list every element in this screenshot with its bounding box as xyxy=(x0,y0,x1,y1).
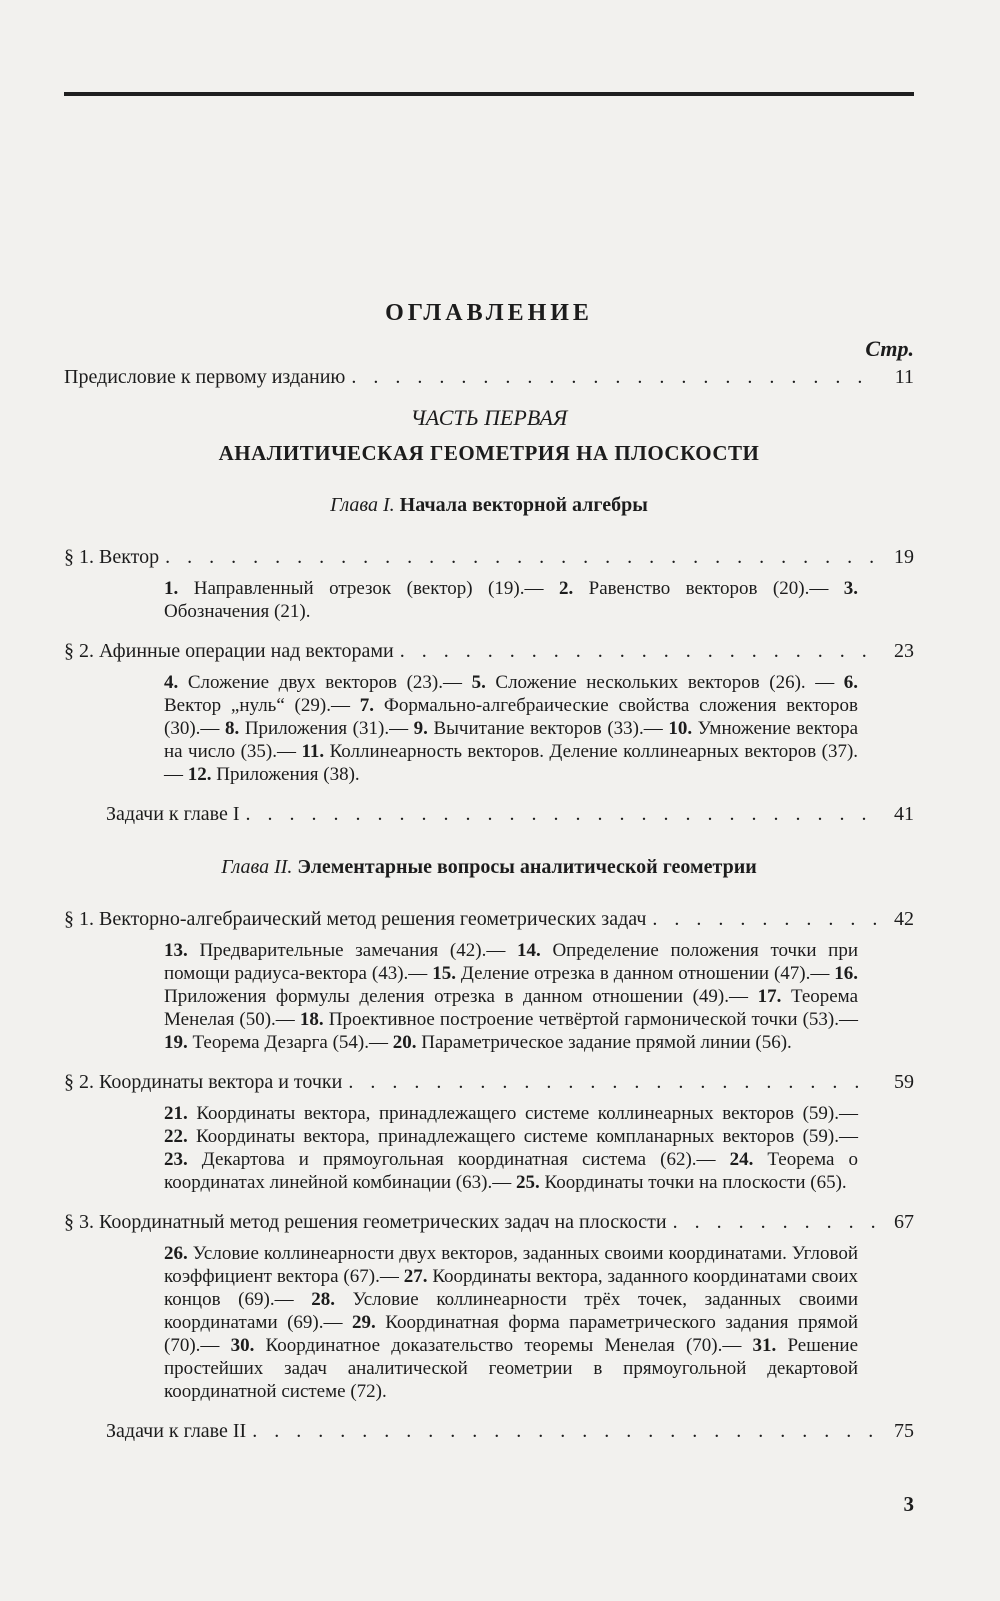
subsection-number: 3. xyxy=(843,578,859,599)
entry-page: 75 xyxy=(894,1420,914,1442)
subsection-text: Направленный отрезок (вектор) (19).— xyxy=(193,578,544,599)
page-column-header: Стр. xyxy=(865,336,914,361)
subsection-text: Равенство векторов (20).— xyxy=(588,578,829,599)
leader-dots xyxy=(165,543,876,571)
entry-label: Задачи к главе I xyxy=(106,803,240,825)
subsection-number: 2. xyxy=(558,578,574,599)
toc-entry-tasks[interactable] xyxy=(106,800,914,828)
subsection-list xyxy=(164,577,858,623)
page-number: 3 xyxy=(903,1492,914,1516)
entry-label: § 2. Координаты вектора и точки xyxy=(64,1071,343,1093)
subsection-text: Декартова и прямоугольная координатная система (62).— xyxy=(201,1149,716,1170)
leader-dots xyxy=(673,1208,876,1236)
subsection-list xyxy=(164,1102,858,1194)
top-rule xyxy=(64,92,914,96)
toc-title: ОГЛАВЛЕНИЕ xyxy=(385,300,593,326)
entry-label: Предисловие к первому изданию xyxy=(64,366,346,388)
subsection-text: Проективное построение четвёртой гармонической точки (53).— xyxy=(328,1009,858,1030)
subsection-number: 15. xyxy=(432,963,456,984)
subsection-text: Формально-алгебраические свойства сложения векторов (30).— xyxy=(164,695,859,739)
chapter-heading xyxy=(64,856,914,879)
subsection-number: 16. xyxy=(834,963,859,984)
toc-entry-preface[interactable] xyxy=(64,363,914,391)
subsection-number: 29. xyxy=(352,1312,376,1333)
subsection-number: 21. xyxy=(164,1103,188,1124)
subsection-list xyxy=(164,1242,858,1403)
subsection-number: 12. xyxy=(187,764,212,785)
subsection-text: Решение простейших задач аналитической геометрии в прямоугольной декартовой координатной системе (72). xyxy=(164,1335,859,1402)
subsection-number: 18. xyxy=(299,1009,324,1030)
subsection-number: 8. xyxy=(224,718,240,739)
entry-page: 42 xyxy=(894,908,914,930)
subsection-text: Теорема о координатах линейной комбинации (63).— xyxy=(164,1149,858,1193)
subsection-text: Обозначения (21). xyxy=(164,601,311,622)
subsection-number: 13. xyxy=(164,940,188,961)
subsection-text: Предварительные замечания (42).— xyxy=(199,940,506,961)
subsection-text: Координаты точки на плоскости (65). xyxy=(544,1172,847,1193)
subsection-number: 7. xyxy=(359,695,375,716)
subsection-number: 27. xyxy=(403,1266,428,1287)
entry-label: § 1. Векторно-алгебраический метод решения геометрических задач xyxy=(64,908,647,930)
subsection-number: 14. xyxy=(517,940,541,961)
subsection-text: Сложение двух векторов (23).— xyxy=(187,672,462,693)
entry-page: 41 xyxy=(894,803,914,825)
entry-label: § 3. Координатный метод решения геометрических задач на плоскости xyxy=(64,1211,667,1233)
subsection-number: 9. xyxy=(413,718,428,739)
subsection-text: Приложения (31).— xyxy=(244,718,409,739)
subsection-text: Сложение нескольких векторов (26). — xyxy=(495,672,835,693)
subsection-number: 1. xyxy=(164,578,179,599)
subsection-number: 31. xyxy=(752,1335,777,1356)
leader-dots xyxy=(348,1068,876,1096)
subsection-text: Теорема Дезарга (54).— xyxy=(192,1032,389,1053)
table-of-contents xyxy=(64,300,914,1445)
leader-dots xyxy=(400,637,876,665)
subsection-text: Теорема Менелая (50).— xyxy=(164,986,859,1030)
toc-entry-section[interactable] xyxy=(64,543,914,571)
leader-dots xyxy=(252,1417,876,1445)
subsection-text: Вычитание векторов (33).— xyxy=(433,718,663,739)
subsection-number: 4. xyxy=(164,672,179,693)
subsection-number: 26. xyxy=(164,1243,188,1264)
chapter-name: Элементарные вопросы аналитической геометрии xyxy=(297,856,757,878)
subsection-text: Условие коллинеарности двух векторов, заданных своими координатами. Угловой коэффициент вектора (67).— xyxy=(164,1243,858,1287)
subsection-text: Определение положения точки при помощи радиуса-вектора (43).— xyxy=(164,940,859,984)
subsection-text: Умножение вектора на число (35).— xyxy=(164,718,859,762)
subsection-text: Условие коллинеарности трёх точек, заданных своими координатами (69).— xyxy=(164,1289,858,1333)
subsection-text: Координаты вектора, принадлежащего системе компланарных векторов (59).— xyxy=(196,1126,859,1147)
subsection-number: 30. xyxy=(230,1335,255,1356)
subsection-text: Координаты вектора, принадлежащего системе коллинеарных векторов (59).— xyxy=(196,1103,858,1124)
subsection-list xyxy=(164,671,858,786)
part-title: АНАЛИТИЧЕСКАЯ ГЕОМЕТРИЯ НА ПЛОСКОСТИ xyxy=(218,441,760,465)
subsection-number: 5. xyxy=(471,672,486,693)
subsection-number: 22. xyxy=(164,1126,188,1147)
chapter-name: Начала векторной алгебры xyxy=(399,494,648,516)
subsection-number: 10. xyxy=(668,718,693,739)
subsection-number: 20. xyxy=(392,1032,417,1053)
leader-dots xyxy=(246,800,876,828)
subsection-text: Координаты вектора, заданного координатами своих концов (69).— xyxy=(164,1266,858,1310)
leader-dots xyxy=(351,363,876,391)
subsection-number: 24. xyxy=(729,1149,754,1170)
chapters-container xyxy=(64,494,914,1445)
subsection-text: Вектор „нуль“ (29).— xyxy=(164,695,350,716)
entry-page: 19 xyxy=(894,546,914,568)
subsection-text: Приложения (38). xyxy=(216,764,360,785)
entry-page: 11 xyxy=(894,366,914,388)
subsection-number: 23. xyxy=(164,1149,188,1170)
subsection-text: Параметрическое задание прямой линии (56). xyxy=(421,1032,792,1053)
subsection-number: 19. xyxy=(164,1032,188,1053)
subsection-text: Координатное доказательство теоремы Менелая (70).— xyxy=(265,1335,742,1356)
subsection-number: 28. xyxy=(311,1289,335,1310)
toc-entry-tasks[interactable] xyxy=(106,1417,914,1445)
subsection-text: Деление отрезка в данном отношении (47).— xyxy=(460,963,830,984)
subsection-number: 6. xyxy=(843,672,859,693)
toc-entry-section[interactable] xyxy=(64,905,914,933)
entry-page: 67 xyxy=(894,1211,914,1233)
subsection-number: 25. xyxy=(515,1172,540,1193)
chapter-label: Глава II. xyxy=(221,856,293,878)
toc-entry-section[interactable] xyxy=(64,637,914,665)
entry-label: Задачи к главе II xyxy=(106,1420,247,1442)
subsection-list xyxy=(164,939,858,1054)
leader-dots xyxy=(652,905,876,933)
subsection-number: 17. xyxy=(757,986,782,1007)
entry-label: § 1. Вектор xyxy=(64,546,160,568)
chapter-heading xyxy=(64,494,914,517)
toc-entry-section[interactable] xyxy=(64,1208,914,1236)
entry-page: 23 xyxy=(894,640,914,662)
entry-page: 59 xyxy=(894,1071,914,1093)
subsection-text: Координатная форма параметрического задания прямой (70).— xyxy=(164,1312,859,1356)
entry-label: § 2. Афинные операции над векторами xyxy=(64,640,394,662)
chapter-label: Глава I. xyxy=(330,494,395,516)
toc-entry-section[interactable] xyxy=(64,1068,914,1096)
subsection-text: Коллинеарность векторов. Деление коллинеарных векторов (37).— xyxy=(164,741,859,785)
part-heading: ЧАСТЬ ПЕРВАЯ xyxy=(410,405,568,430)
subsection-number: 11. xyxy=(301,741,325,762)
subsection-text: Приложения формулы деления отрезка в данном отношении (49).— xyxy=(164,986,748,1007)
